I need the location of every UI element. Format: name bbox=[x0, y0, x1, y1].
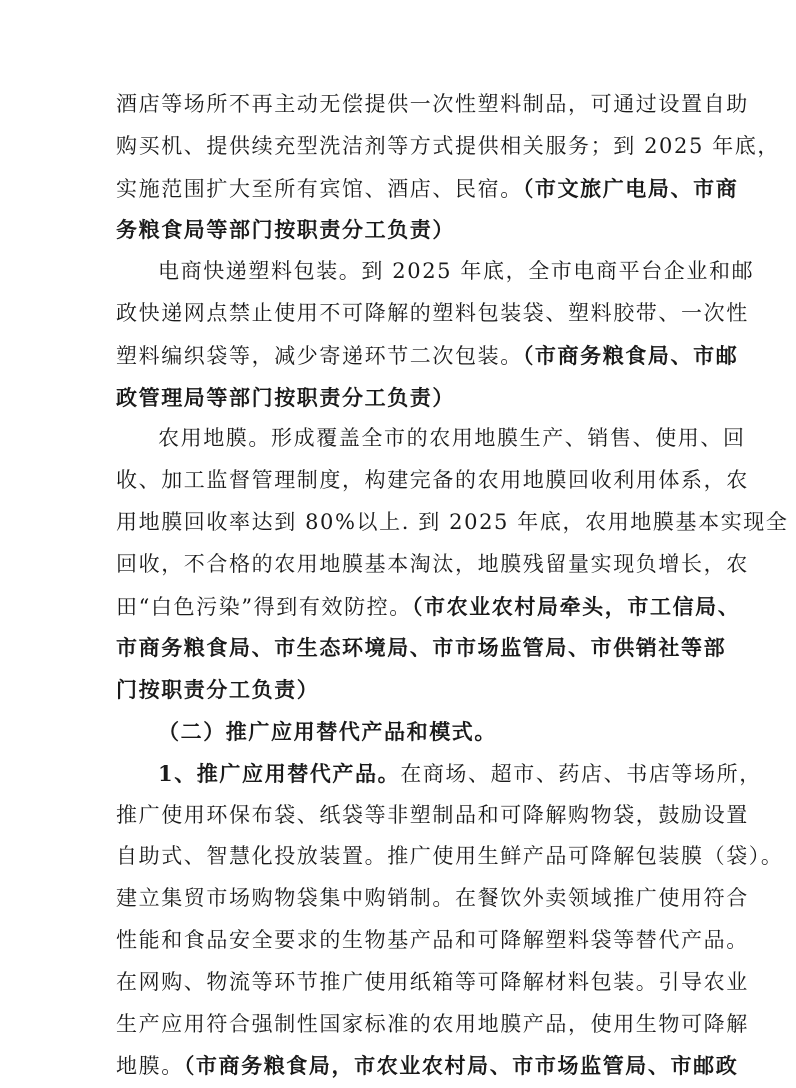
responsibility-note: 政管理局等部门按职责分工负责） bbox=[116, 384, 455, 410]
responsibility-note: 务粮食局等部门按职责分工负责） bbox=[116, 217, 455, 243]
text-line: 生产应用符合强制性国家标准的农用地膜产品，使用生物可降解 bbox=[116, 1011, 749, 1036]
text-line: 电商快递塑料包装。到 2025 年底，全市电商平台企业和邮 bbox=[158, 259, 755, 284]
text-run: 塑料编织袋等，减少寄递环节二次包装。 bbox=[116, 343, 523, 368]
text-line: 推广使用环保布袋、纸袋等非塑制品和可降解购物袋，鼓励设置 bbox=[116, 802, 749, 827]
responsibility-note: 市商务粮食局、市生态环境局、市市场监管局、市供销社等部 bbox=[116, 635, 727, 661]
responsibility-note: （市文旅广电局、市商 bbox=[522, 175, 739, 201]
text-run: 在商场、超市、药店、书店等场所， bbox=[400, 761, 762, 786]
text-line: 性能和食品安全要求的生物基产品和可降解塑料袋等替代产品。 bbox=[116, 927, 749, 952]
section-heading: （二）推广应用替代产品和模式。 bbox=[158, 718, 497, 744]
text-line: 自助式、智慧化投放装置。推广使用生鲜产品可降解包装膜（袋）。 bbox=[116, 844, 784, 869]
text-line bbox=[116, 168, 739, 210]
text-line: 收、加工监督管理制度，构建完备的农用地膜回收利用体系，农 bbox=[116, 468, 749, 493]
responsibility-note: （市商务粮食局、市邮 bbox=[522, 342, 739, 368]
text-line bbox=[116, 586, 741, 628]
paragraph-hotel bbox=[116, 84, 780, 251]
text-line: 建立集贸市场购物袋集中购销制。在餐饮外卖领域推广使用符合 bbox=[116, 886, 749, 911]
text-line bbox=[116, 1045, 739, 1087]
text-line: 用地膜回收率达到 80%以上. 到 2025 年底，农用地膜基本实现全 bbox=[116, 509, 789, 534]
text-line: 购买机、提供续充型洗洁剂等方式提供相关服务；到 2025 年底， bbox=[116, 133, 780, 158]
paragraph-alternative-products bbox=[116, 753, 784, 1087]
text-line bbox=[116, 753, 762, 795]
paragraph-express-packaging bbox=[116, 251, 755, 418]
responsibility-note: （市农业农村局牵头，市工信局、 bbox=[411, 593, 741, 619]
responsibility-note: （市商务粮食局，市农业农村局、市市场监管局、市邮政 bbox=[183, 1053, 739, 1079]
text-run: 实施范围扩大至所有宾馆、酒店、民宿。 bbox=[116, 176, 523, 201]
text-run: 地膜。 bbox=[116, 1054, 184, 1079]
text-line: 酒店等场所不再主动无偿提供一次性塑料制品，可通过设置自助 bbox=[116, 92, 749, 116]
text-line bbox=[116, 335, 739, 377]
text-line: 回收，不合格的农用地膜基本淘汰，地膜残留量实现负增长，农 bbox=[116, 551, 749, 576]
text-run: 田“白色污染”得到有效防控。 bbox=[116, 594, 412, 619]
item-heading: 1、推广应用替代产品。 bbox=[158, 760, 401, 786]
text-line: 在网购、物流等环节推广使用纸箱等可降解材料包装。引导农业 bbox=[116, 969, 749, 994]
responsibility-note: 门按职责分工负责） bbox=[116, 677, 320, 703]
text-line: 政快递网点禁止使用不可降解的塑料包装袋、塑料胶带、一次性 bbox=[116, 300, 749, 325]
paragraph-agricultural-film bbox=[116, 418, 789, 711]
text-line: 农用地膜。形成覆盖全市的农用地膜生产、销售、使用、回 bbox=[158, 426, 746, 451]
